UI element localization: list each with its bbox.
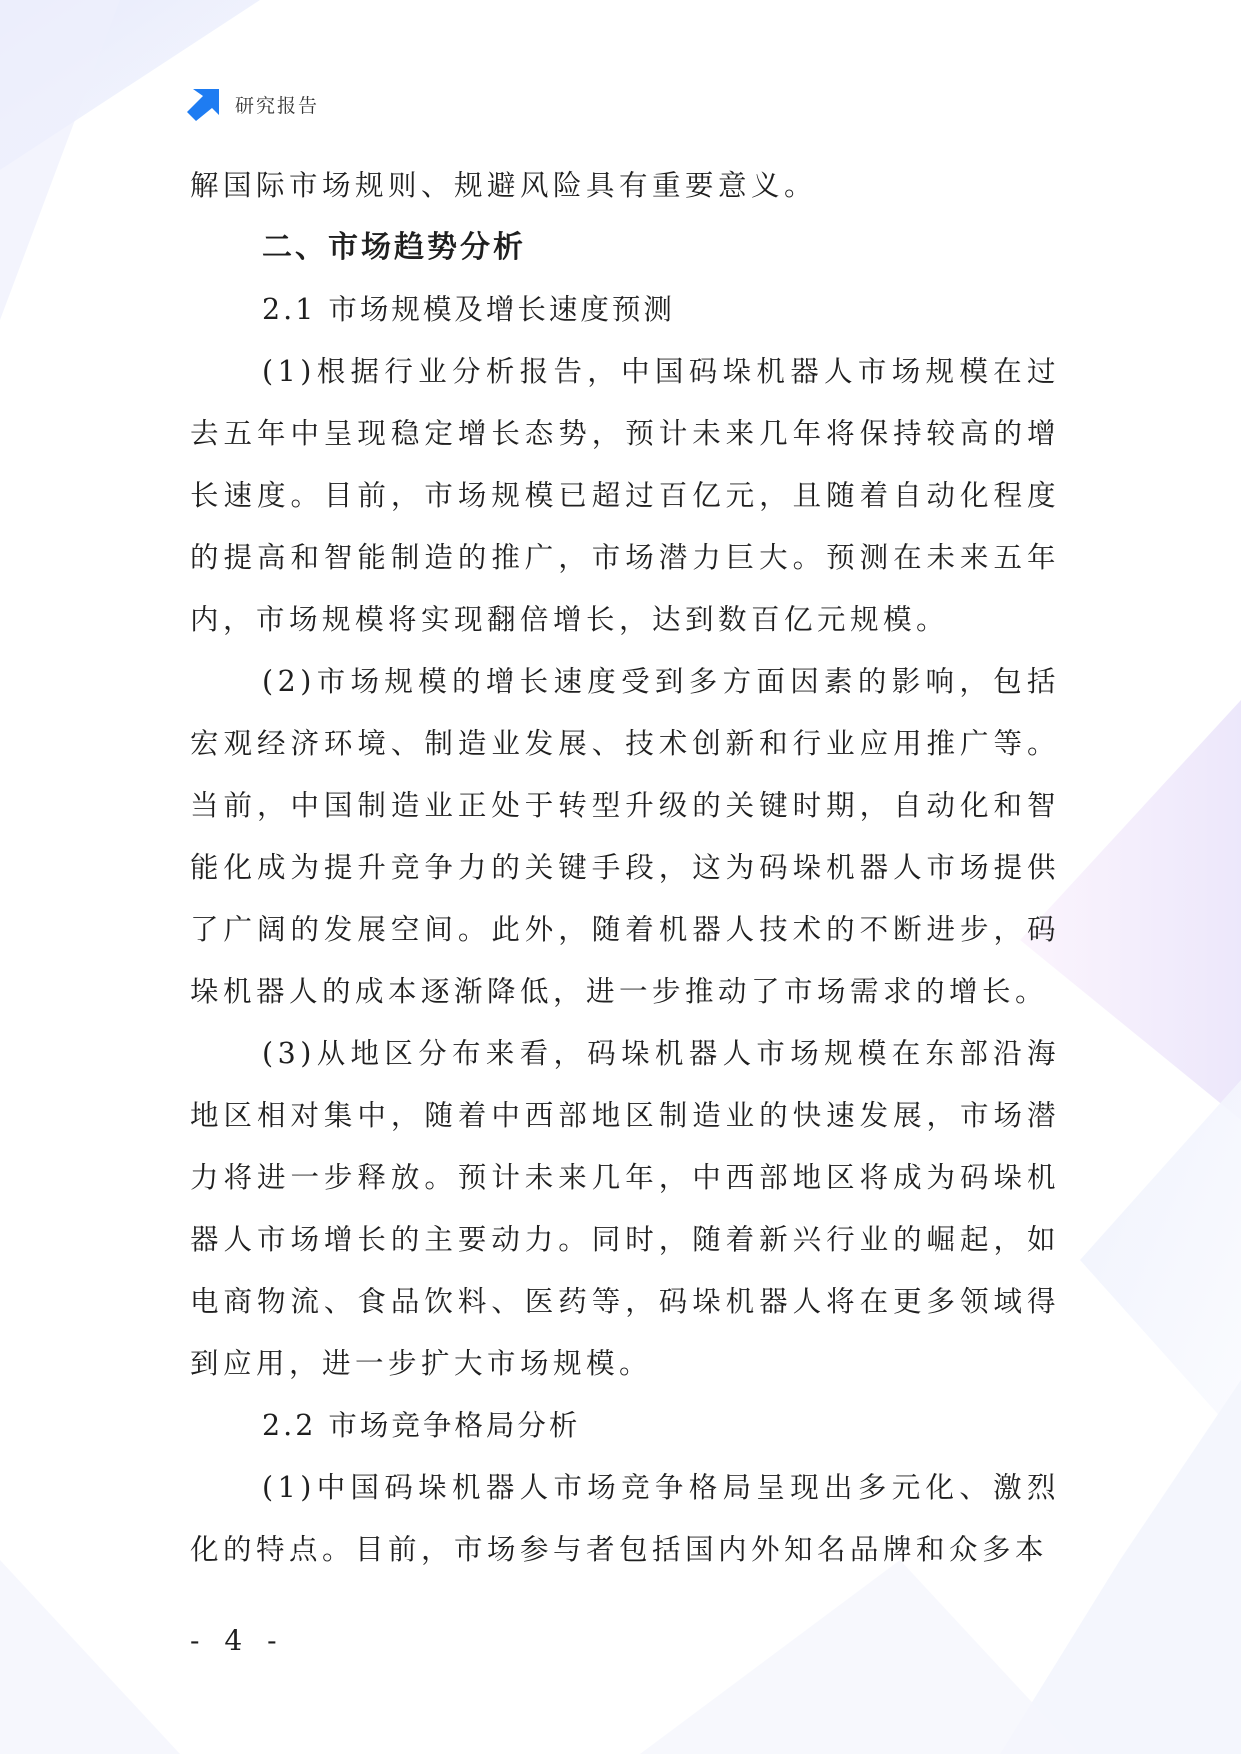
- paragraph-3: (3)从地区分布来看，码垛机器人市场规模在东部沿海地区相对集中，随着中西部地区制造业的快速发展，市场潜力将进一步释放。预计未来几年，中西部地区将成为码垛机器人市场增长的主要动力。同时，随着新兴行业的崛起，如电商物流、食品饮料、医药等，码垛机器人将在更多领域得到应用，进一步扩大市场规模。: [190, 1037, 1060, 1380]
- section-title: 二、市场趋势分析: [262, 230, 526, 265]
- paragraph-2: (2)市场规模的增长速度受到多方面因素的影响，包括宏观经济环境、制造业发展、技术创新和行业应用推广等。当前，中国制造业正处于转型升级的关键时期，自动化和智能化成为提升竞争力的关键手段，这为码垛机器人市场提供了广阔的发展空间。此外，随着机器人技术的不断进步，码垛机器人的成本逐渐降低，进一步推动了市场需求的增长。: [190, 665, 1060, 1008]
- header-label: 研究报告: [235, 94, 320, 117]
- document-body: [190, 155, 1060, 1581]
- lead-paragraph: 解国际市场规则、规避风险具有重要意义。: [190, 169, 818, 202]
- page-number: - 4 -: [190, 1624, 285, 1657]
- paragraph-4: (1)中国码垛机器人市场竞争格局呈现出多元化、激烈化的特点。目前，市场参与者包括国内外知名品牌和众多本: [190, 1471, 1060, 1566]
- arrow-up-right-icon: [187, 87, 221, 121]
- report-header: [187, 86, 319, 122]
- subsection-title-2: 2.2 市场竞争格局分析: [262, 1409, 581, 1442]
- subsection-title: 2.1 市场规模及增长速度预测: [262, 293, 675, 326]
- paragraph-1: (1)根据行业分析报告，中国码垛机器人市场规模在过去五年中呈现稳定增长态势，预计未来几年将保持较高的增长速度。目前，市场规模已超过百亿元，且随着自动化程度的提高和智能制造的推广，市场潜力巨大。预测在未来五年内，市场规模将实现翻倍增长，达到数百亿元规模。: [190, 355, 1060, 636]
